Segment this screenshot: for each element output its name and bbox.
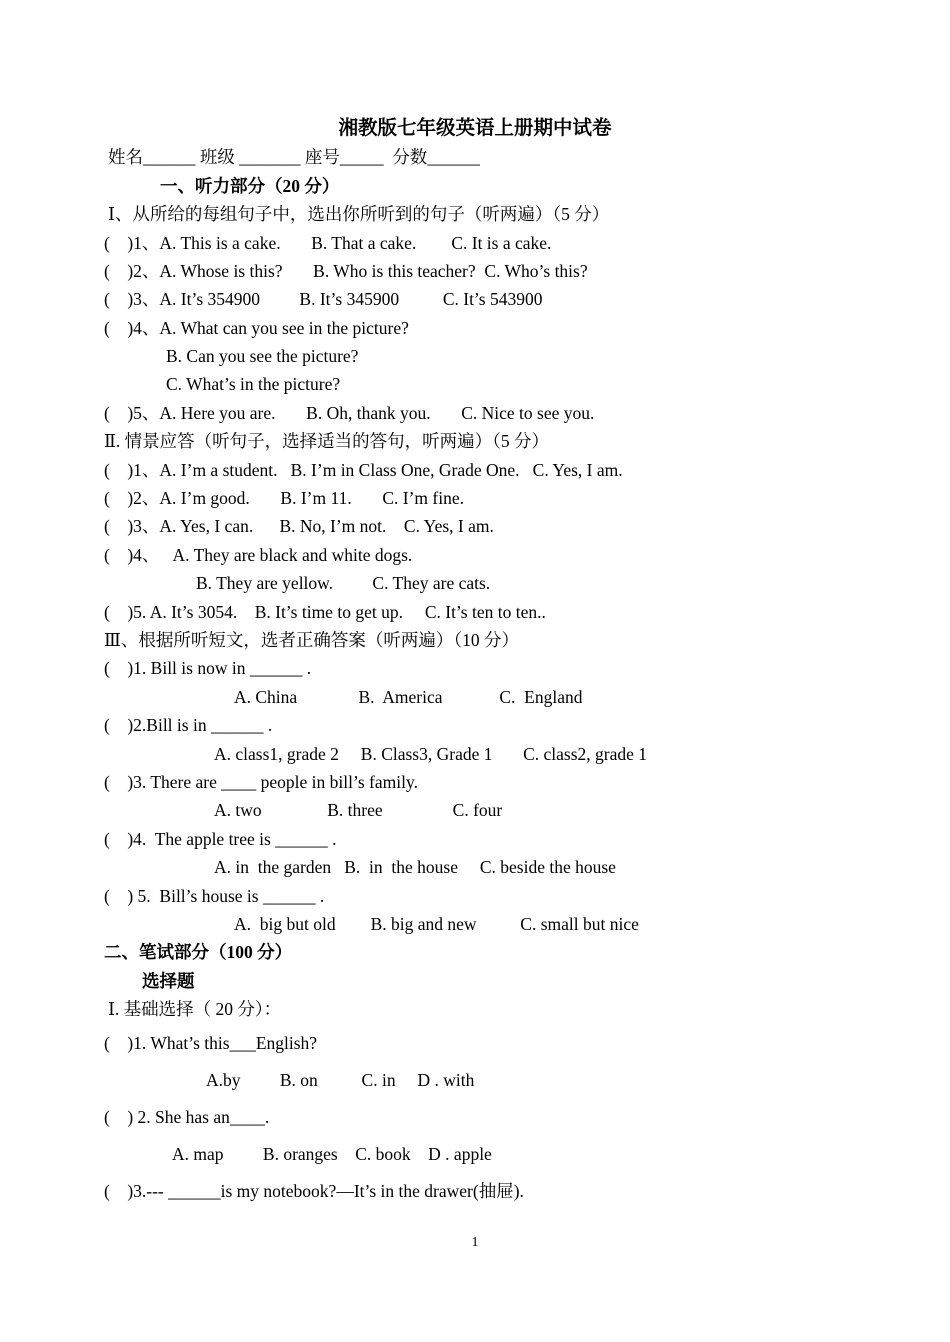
question-line: ( )5、A. Here you are. B. Oh, thank you. C. Nice to see you. (104, 403, 595, 423)
section-instruction: Ⅰ. 基础选择（ 20 分）： (108, 999, 282, 1019)
answer-option-line: A. China B. America C. England (234, 687, 583, 707)
question-line: ( )4. The apple tree is ______ . (104, 829, 337, 849)
question-line: ( ) 2. She has an____. (104, 1107, 270, 1127)
question-line: ( )2、A. I’m good. B. I’m 11. C. I’m fine. (104, 488, 464, 508)
answer-option-line: A. big but old B. big and new C. small but nice (234, 914, 639, 934)
question-line: ( )4、 A. They are black and white dogs. (104, 545, 413, 565)
answer-option-line: A. class1, grade 2 B. Class3, Grade 1 C. class2, grade 1 (214, 744, 648, 764)
answer-option-line: B. They are yellow. C. They are cats. (196, 573, 491, 593)
section-instruction: Ⅲ、根据所听短文，选者正确答案（听两遍）（10 分） (104, 630, 519, 650)
question-line: ( )3、A. It’s 354900 B. It’s 345900 C. It’s 543900 (104, 289, 543, 309)
page-title: 湘教版七年级英语上册期中试卷 (338, 118, 612, 139)
question-line: ( )2.Bill is in ______ . (104, 715, 273, 735)
question-line: ( )4、A. What can you see in the picture? (104, 318, 409, 338)
question-line: ( )1. Bill is now in ______ . (104, 658, 312, 678)
answer-option-line: A. map B. oranges C. book D . apple (172, 1144, 492, 1164)
answer-option-line: A. in the garden B. in the house C. beside the house (214, 857, 616, 877)
question-line: ( )1. What’s this___English? (104, 1033, 318, 1053)
answer-option-line: A. two B. three C. four (214, 800, 503, 820)
question-line: ( )5. A. It’s 3054. B. It’s time to get up. C. It’s ten to ten.. (104, 602, 546, 622)
question-line: ( )3.--- ______is my notebook?—It’s in the drawer(抽屉). (104, 1181, 524, 1201)
student-info-line: 姓名______ 班级 _______ 座号_____ 分数______ (108, 147, 480, 167)
section-instruction: Ⅱ. 情景应答（听句子，选择适当的答句，听两遍）（5 分） (104, 431, 550, 451)
answer-option-line: B. Can you see the picture? (166, 346, 359, 366)
question-line: ( )3、A. Yes, I can. B. No, I’m not. C. Yes, I am. (104, 516, 494, 536)
question-line: ( )3. There are ____ people in bill’s family. (104, 772, 418, 792)
question-line: ( )1、A. This is a cake. B. That a cake. C. It is a cake. (104, 233, 552, 253)
answer-option-line: A.by B. on C. in D . with (206, 1070, 475, 1090)
page-number: 1 (471, 1235, 479, 1250)
question-line: ( ) 5. Bill’s house is ______ . (104, 886, 325, 906)
written-part-heading: 二、笔试部分（100 分） (104, 942, 293, 962)
section-instruction: Ⅰ、从所给的每组句子中，选出你所听到的句子（听两遍）（5 分） (108, 204, 610, 224)
question-line: ( )1、A. I’m a student. B. I’m in Class One, Grade One. C. Yes, I am. (104, 460, 623, 480)
listening-part-heading: 一、听力部分（20 分） (160, 176, 340, 196)
multiple-choice-subheading: 选择题 (142, 971, 195, 991)
answer-option-line: C. What’s in the picture? (166, 374, 341, 394)
question-line: ( )2、A. Whose is this? B. Who is this teacher? C. Who’s this? (104, 261, 588, 281)
